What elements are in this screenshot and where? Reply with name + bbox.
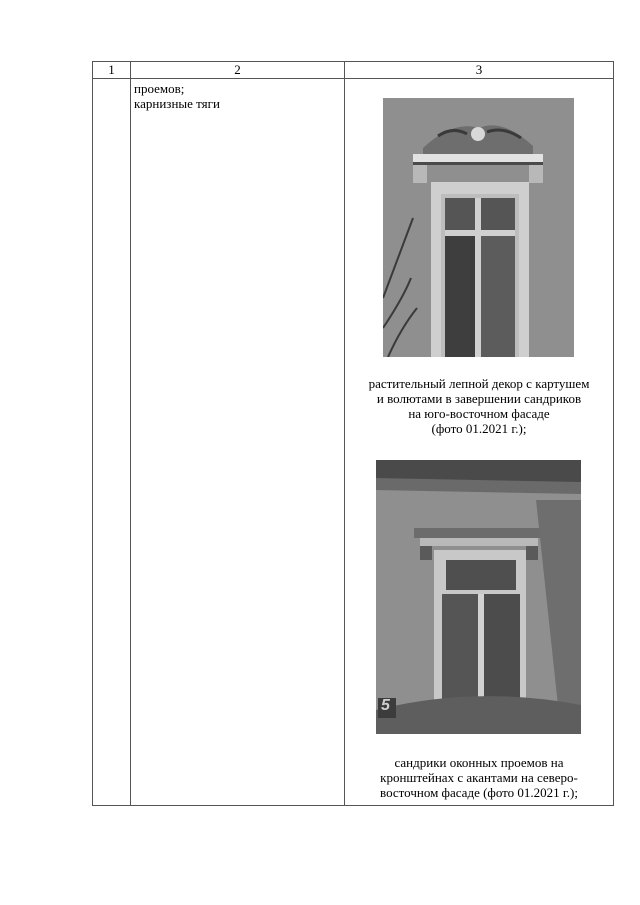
cell-col-2: [131, 79, 345, 806]
caption-line: восточном фасаде (фото 01.2021 г.);: [380, 785, 578, 800]
caption-line: на юго-восточном фасаде: [408, 406, 550, 421]
house-number-plaque: 5: [381, 697, 390, 714]
description-line: проемов;: [134, 81, 185, 96]
header-col-1: 1: [93, 62, 131, 79]
document-table: [92, 61, 614, 806]
table-row: [93, 79, 614, 806]
photo-southeast-facade: [383, 98, 574, 357]
caption-line: и волютами в завершении сандриков: [376, 391, 582, 406]
table-header-row: [93, 62, 614, 79]
caption-line: растительный лепной декор с картушем: [368, 376, 590, 391]
photo-caption: [345, 376, 613, 436]
caption-line: кронштейнах с акантами на северо-: [380, 770, 578, 785]
window-facade-photo-icon: [376, 460, 581, 734]
window-facade-photo-icon: [383, 98, 574, 357]
header-col-3: 3: [345, 62, 614, 79]
header-col-2: 2: [131, 62, 345, 79]
description-line: карнизные тяги: [134, 96, 220, 111]
element-description: [131, 79, 344, 111]
caption-line: (фото 01.2021 г.);: [431, 421, 527, 436]
cell-col-1: [93, 79, 131, 806]
cell-col-3: [345, 79, 614, 806]
photo-northeast-facade: [376, 460, 581, 734]
photo-caption: [345, 755, 613, 800]
caption-line: сандрики оконных проемов на: [394, 755, 564, 770]
